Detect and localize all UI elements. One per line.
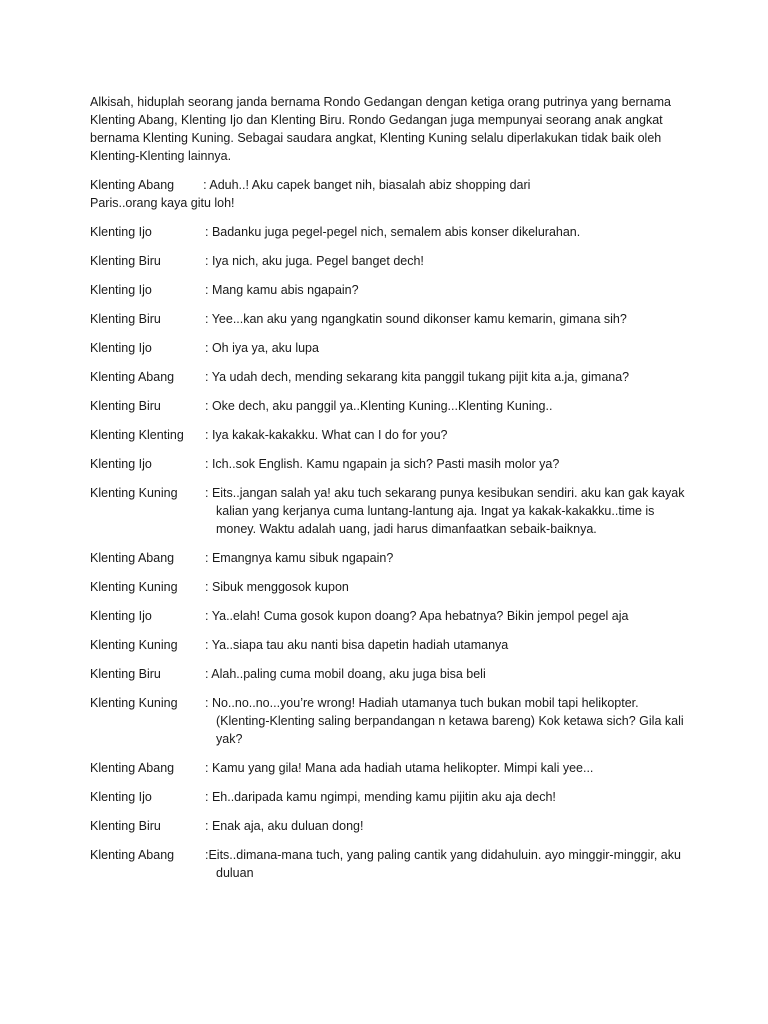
dialogue-line — [90, 578, 678, 596]
dialogue-line — [90, 281, 678, 299]
speaker-name: Klenting Biru — [90, 399, 161, 413]
dialogue-line — [90, 846, 681, 882]
speaker-name: Klenting Ijo — [90, 457, 152, 471]
dialogue-line — [90, 339, 678, 357]
dialogue-line — [90, 788, 678, 806]
dialogue — [90, 176, 685, 882]
speech-text: : Enak aja, aku duluan dong! — [205, 819, 364, 833]
speech-text: : Oh iya ya, aku lupa — [205, 341, 319, 355]
dialogue-line — [90, 665, 678, 683]
speech-text: : Yee...kan aku yang ngangkatin sound dikonser kamu kemarin, gimana sih? — [205, 312, 627, 326]
speech-text: : Badanku juga pegel-pegel nich, semalem abis konser dikelurahan. — [205, 225, 581, 239]
speech-text: : Emangnya kamu sibuk ngapain? — [205, 551, 394, 565]
speech-text: : Ya..siapa tau aku nanti bisa dapetin hadiah utamanya — [205, 638, 509, 652]
dialogue-line — [90, 397, 678, 415]
dialogue-line — [90, 252, 678, 270]
speaker-name: Klenting Biru — [90, 819, 161, 833]
speaker-name: Klenting Kuning — [90, 486, 178, 500]
speaker-name: Klenting Abang — [90, 178, 175, 192]
speech-text: : Ich..sok English. Kamu ngapain ja sich? Pasti masih molor ya? — [205, 457, 560, 471]
speech-text: : Iya nich, aku juga. Pegel banget dech! — [205, 254, 424, 268]
speaker-name: Klenting Abang — [90, 761, 175, 775]
dialogue-line — [90, 176, 678, 212]
dialogue-line — [90, 549, 678, 567]
speech-text: : Alah..paling cuma mobil doang, aku juga bisa beli — [205, 667, 486, 681]
dialogue-line — [90, 607, 678, 625]
speaker-name: Klenting Biru — [90, 667, 161, 681]
dialogue-first-line — [90, 176, 560, 212]
speaker-name: Klenting Ijo — [90, 225, 152, 239]
speech-text: : Eh..daripada kamu ngimpi, mending kamu pijitin aku aja dech! — [205, 790, 556, 804]
speech-text: : Sibuk menggosok kupon — [205, 580, 349, 594]
speech-text: : Mang kamu abis ngapain? — [205, 283, 359, 297]
speaker-name: Klenting Kuning — [90, 696, 178, 710]
intro-paragraph: Alkisah, hiduplah seorang janda bernama Rondo Gedangan dengan ketiga orang putrinya yang bernama Klenting Abang, Klenting Ijo dan Klenting Biru. Rondo Gedangan juga mempunyai seorang anak angkat bernama Klenting Kuning. Sebagai saudara angkat, Klenting Kuning selalu diperlakukan tidak baik oleh Klenting-Klenting lainnya. — [90, 95, 671, 163]
dialogue-line — [90, 636, 678, 654]
speaker-name: Klenting Klenting — [90, 428, 184, 442]
speaker-name: Klenting Ijo — [90, 790, 152, 804]
speech-text: : Ya..elah! Cuma gosok kupon doang? Apa hebatnya? Bikin jempol pegel aja — [205, 609, 629, 623]
speaker-name: Klenting Kuning — [90, 580, 178, 594]
dialogue-line — [90, 426, 678, 444]
dialogue-line — [90, 223, 678, 241]
speech-text: :Eits..dimana-mana tuch, yang paling cantik yang didahuluin. ayo minggir-minggir, aku duluan — [205, 848, 681, 880]
speech-text: : No..no..no...you’re wrong! Hadiah utamanya tuch bukan mobil tapi helikopter. (Klenting-Klenting saling berpandangan n ketawa bareng) Kok ketawa sich? Gila kali yak? — [205, 696, 684, 746]
dialogue-line — [90, 310, 678, 328]
speaker-name: Klenting Abang — [90, 848, 175, 862]
dialogue-line — [90, 455, 678, 473]
speaker-name: Klenting Biru — [90, 312, 161, 326]
dialogue-line — [90, 484, 685, 538]
speaker-name: Klenting Ijo — [90, 283, 152, 297]
dialogue-line — [90, 694, 684, 748]
speech-text: : Ya udah dech, mending sekarang kita panggil tukang pijit kita a.ja, gimana? — [205, 370, 630, 384]
speech-text: : Kamu yang gila! Mana ada hadiah utama helikopter. Mimpi kali yee... — [205, 761, 594, 775]
dialogue-line — [90, 817, 678, 835]
speaker-name: Klenting Abang — [90, 551, 175, 565]
speaker-name: Klenting Abang — [90, 370, 175, 384]
speech-text: : Eits..jangan salah ya! aku tuch sekarang punya kesibukan sendiri. aku kan gak kayak kalian yang kerjanya cuma luntang-lantung aja. Ingat ya kakak-kakakku..time is money. Waktu adalah uang, jadi harus dimanfaatkan sebaik-baiknya. — [205, 486, 685, 536]
speaker-name: Klenting Ijo — [90, 609, 152, 623]
speech-text: : Oke dech, aku panggil ya..Klenting Kuning...Klenting Kuning.. — [205, 399, 553, 413]
speaker-name: Klenting Ijo — [90, 341, 152, 355]
dialogue-line — [90, 368, 678, 386]
speaker-name: Klenting Biru — [90, 254, 161, 268]
speech-text: : Aduh..! Aku capek banget nih, biasalah abiz shopping dari Paris..orang kaya gitu loh! — [90, 178, 531, 210]
speaker-name: Klenting Kuning — [90, 638, 178, 652]
speech-text: : Iya kakak-kakakku. What can I do for you? — [205, 428, 448, 442]
dialogue-line — [90, 759, 678, 777]
